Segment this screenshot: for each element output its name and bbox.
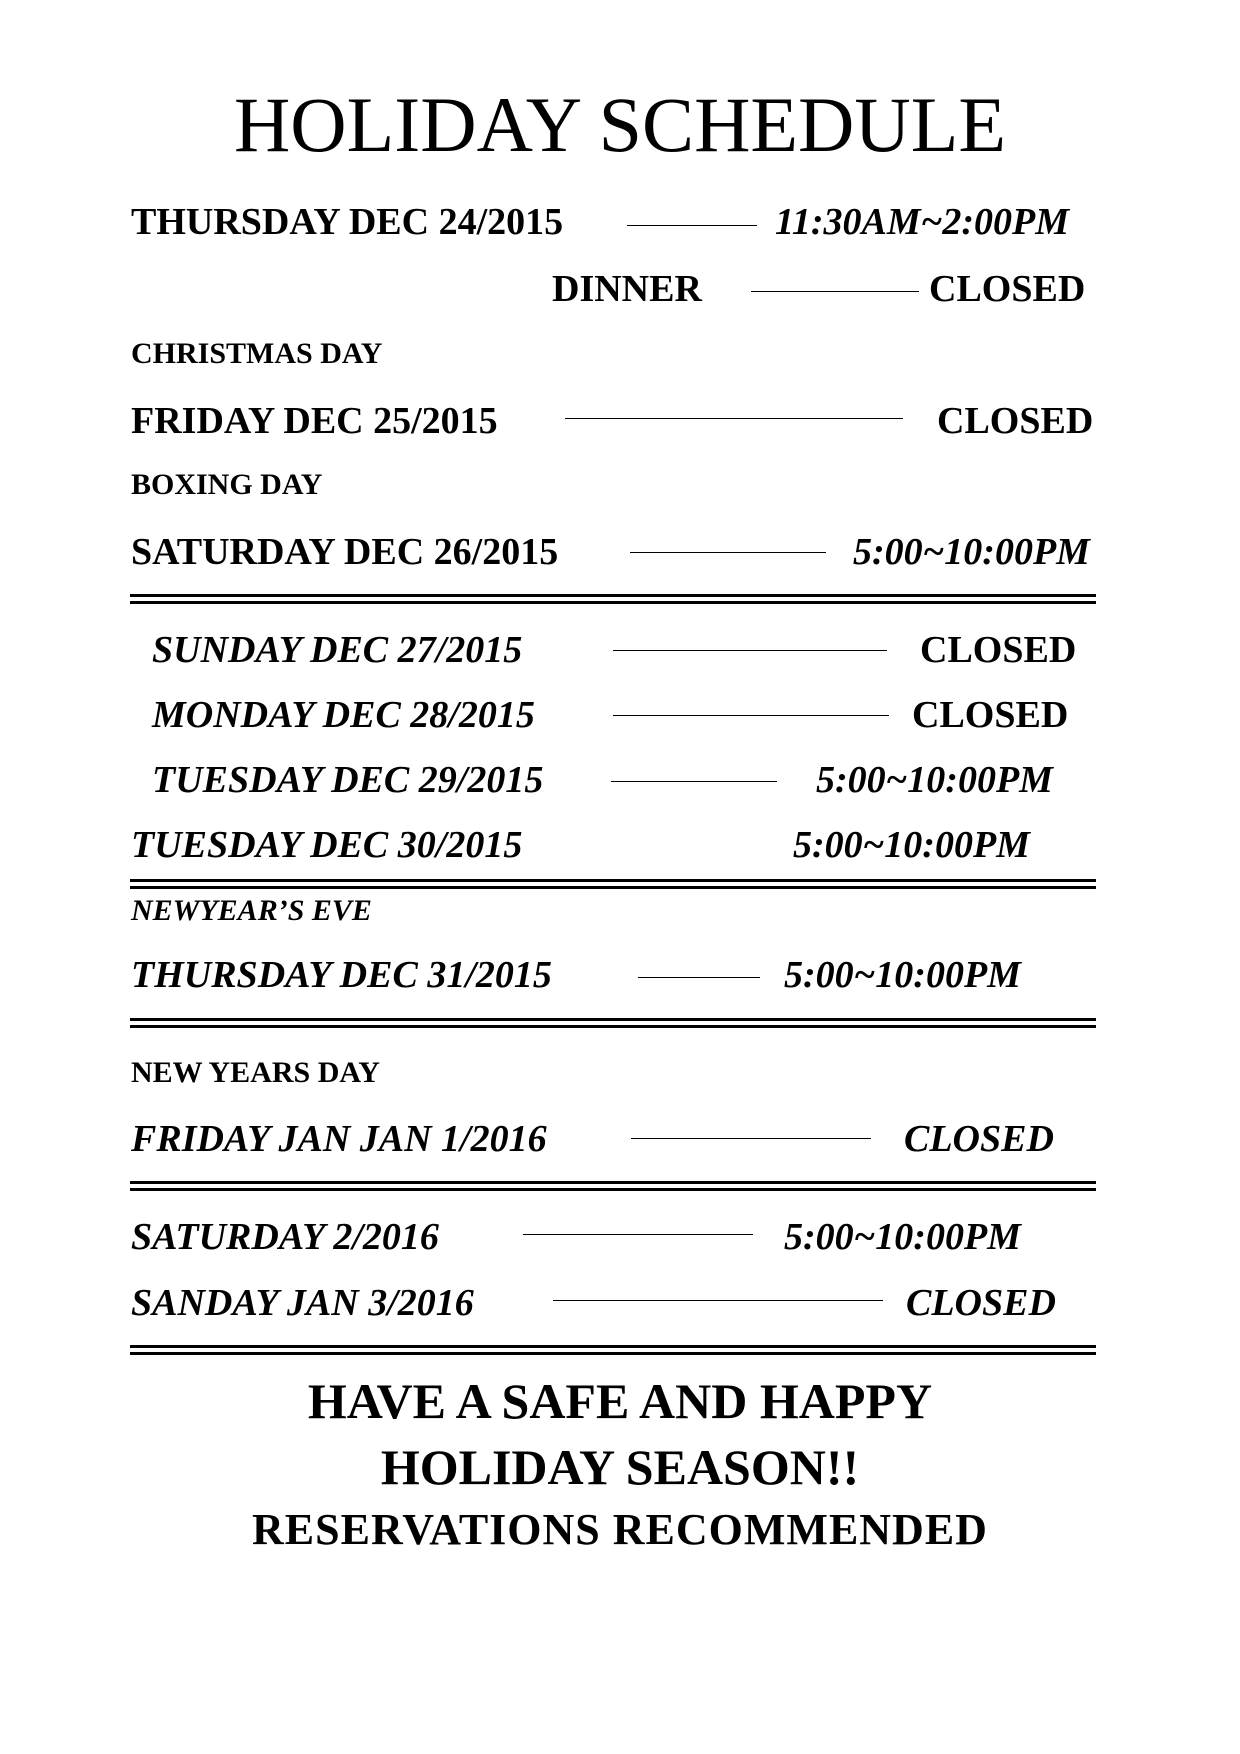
reservations-note: RESERVATIONS RECOMMENDED bbox=[252, 1505, 988, 1554]
leader-line bbox=[611, 781, 777, 782]
closing-line-2: HOLIDAY SEASON!! bbox=[380, 1439, 860, 1495]
hours-dec-28: CLOSED bbox=[912, 694, 1069, 736]
leader-line bbox=[630, 552, 826, 553]
date-jan-3: SANDAY JAN 3/2016 bbox=[131, 1282, 474, 1324]
leader-line bbox=[751, 291, 919, 292]
date-dec-27: SUNDAY DEC 27/2015 bbox=[152, 629, 523, 671]
hours-jan-1: CLOSED bbox=[904, 1118, 1054, 1160]
new-years-day-label: NEW YEARS DAY bbox=[131, 1056, 380, 1089]
hours-dec-31: 5:00~10:00PM bbox=[784, 954, 1021, 996]
hours-dec-24: 11:30AM~2:00PM bbox=[775, 201, 1069, 243]
date-dec-29: TUESDAY DEC 29/2015 bbox=[152, 759, 544, 801]
section-divider bbox=[130, 1181, 1096, 1191]
date-jan-1: FRIDAY JAN JAN 1/2016 bbox=[131, 1118, 547, 1160]
page-title: HOLIDAY SCHEDULE bbox=[233, 81, 1007, 168]
date-dec-24: THURSDAY DEC 24/2015 bbox=[131, 201, 564, 243]
hours-dinner: CLOSED bbox=[929, 268, 1086, 310]
hours-dec-26: 5:00~10:00PM bbox=[853, 531, 1090, 573]
hours-dec-25: CLOSED bbox=[937, 400, 1094, 442]
closing-line-1: HAVE A SAFE AND HAPPY bbox=[307, 1373, 933, 1429]
section-divider bbox=[130, 1018, 1096, 1028]
date-dec-31: THURSDAY DEC 31/2015 bbox=[131, 954, 552, 996]
date-jan-2: SATURDAY 2/2016 bbox=[131, 1216, 439, 1258]
leader-line bbox=[638, 977, 760, 978]
hours-jan-2: 5:00~10:00PM bbox=[784, 1216, 1021, 1258]
leader-line bbox=[523, 1234, 753, 1235]
section-divider bbox=[130, 1345, 1096, 1355]
leader-line bbox=[553, 1300, 883, 1301]
christmas-day-label: CHRISTMAS DAY bbox=[131, 337, 383, 370]
leader-line bbox=[627, 225, 757, 226]
hours-dec-29: 5:00~10:00PM bbox=[816, 759, 1053, 801]
leader-line bbox=[613, 715, 889, 716]
hours-dec-30: 5:00~10:00PM bbox=[793, 824, 1030, 866]
date-dec-25: FRIDAY DEC 25/2015 bbox=[131, 400, 498, 442]
new-years-eve-label: NEWYEAR’S EVE bbox=[131, 894, 372, 927]
hours-jan-3: CLOSED bbox=[906, 1282, 1056, 1324]
hours-dec-27: CLOSED bbox=[920, 629, 1077, 671]
section-divider bbox=[130, 594, 1096, 604]
leader-line bbox=[613, 650, 887, 651]
date-dec-30: TUESDAY DEC 30/2015 bbox=[131, 824, 523, 866]
leader-line bbox=[565, 418, 903, 419]
boxing-day-label: BOXING DAY bbox=[131, 468, 323, 501]
section-divider bbox=[130, 879, 1096, 889]
dinner-label: DINNER bbox=[552, 268, 702, 310]
date-dec-28: MONDAY DEC 28/2015 bbox=[152, 694, 535, 736]
date-dec-26: SATURDAY DEC 26/2015 bbox=[131, 531, 559, 573]
leader-line bbox=[631, 1138, 871, 1139]
